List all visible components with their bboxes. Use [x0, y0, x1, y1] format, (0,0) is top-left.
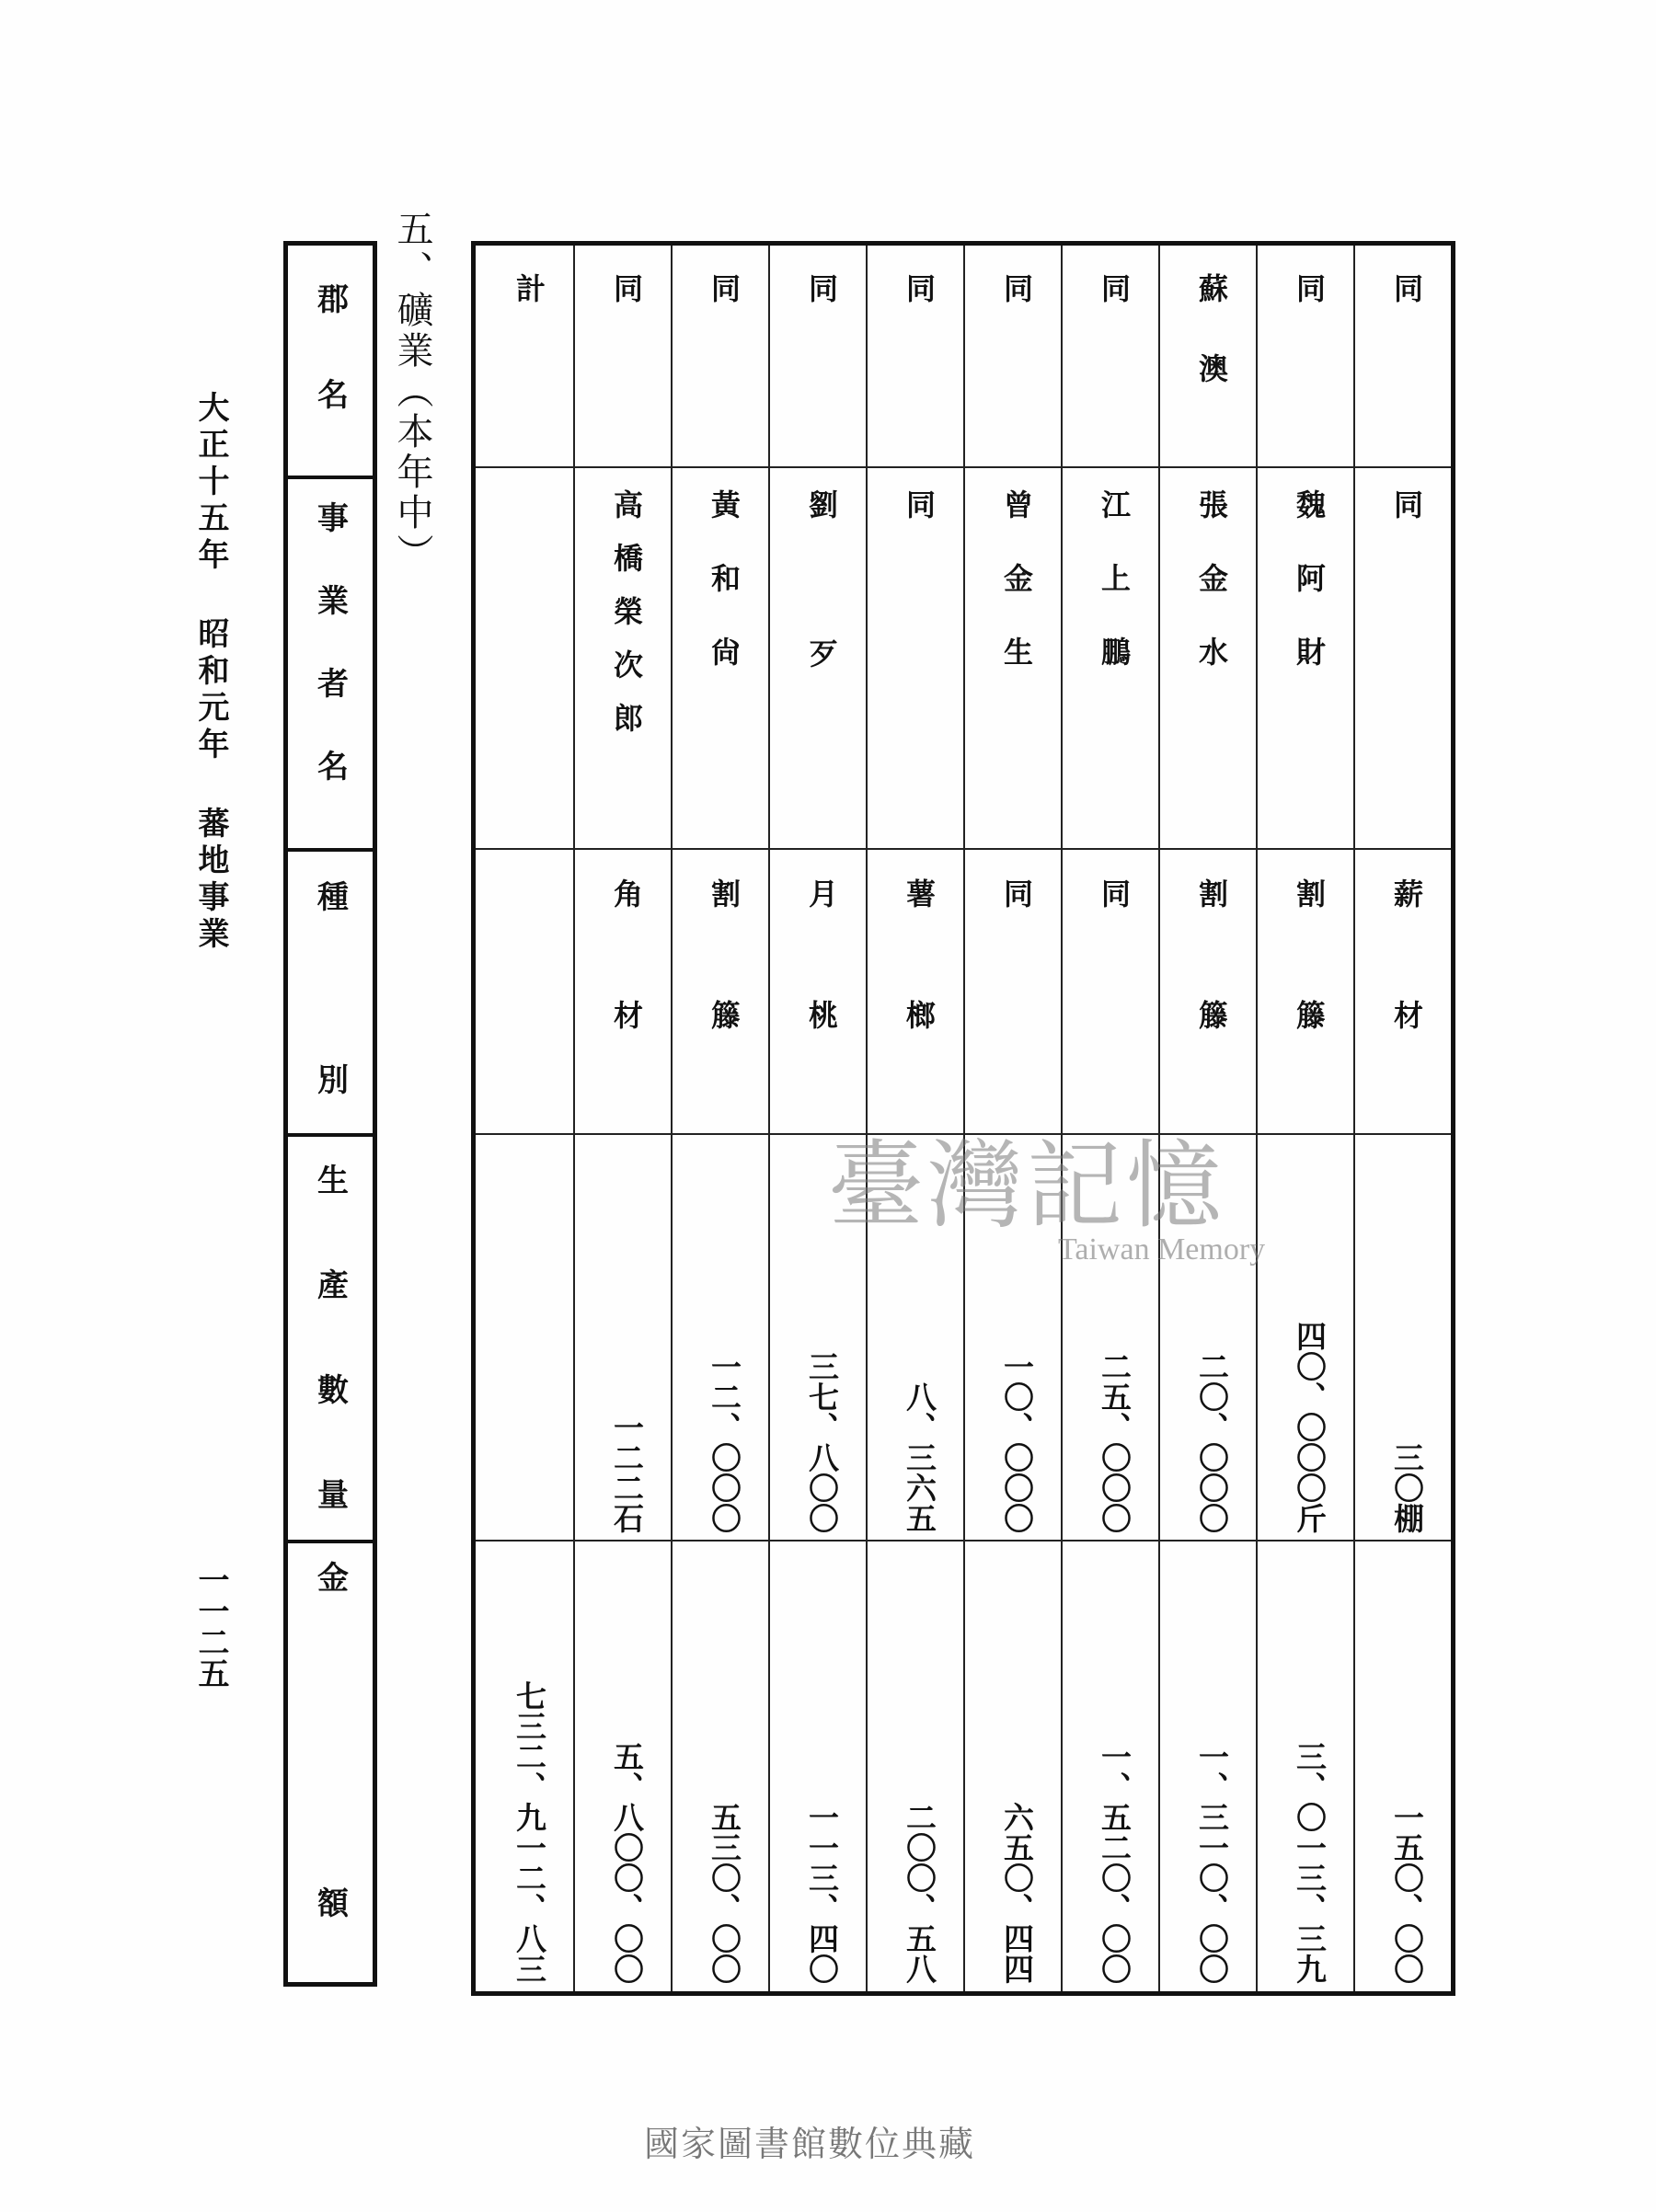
cell-operator: 魏阿財: [1292, 489, 1327, 710]
cell-quantity: 一二、〇〇〇: [707, 1351, 742, 1533]
page-number: 一一二五: [192, 1564, 229, 1689]
cell-amount: 一五〇、〇〇: [1389, 1802, 1425, 1984]
header-column: [283, 241, 377, 2212]
cell-type: 月桃: [804, 878, 839, 1121]
cell-operator: 同: [902, 489, 937, 638]
cell-district: 計: [512, 273, 546, 303]
cell-quantity: 二〇、〇〇〇: [1194, 1351, 1230, 1533]
cell-operator: 張金水: [1194, 489, 1229, 710]
header-type: 種別: [311, 880, 349, 1246]
cell-quantity: 二五、〇〇〇: [1097, 1351, 1133, 1533]
cell-district: 同: [1292, 273, 1327, 303]
cell-type: 薯榔: [902, 878, 937, 1121]
cell-amount: 六五〇、四四: [999, 1802, 1035, 1984]
cell-operator: 高橋榮次郎: [609, 489, 644, 756]
footer-credit: 國家圖書館數位典藏: [644, 2124, 976, 2164]
cell-quantity: 三七、八〇〇: [804, 1351, 840, 1533]
cell-amount: 一一三、四〇: [804, 1802, 840, 1984]
cell-type: 同: [1097, 878, 1132, 908]
cell-district: 同: [609, 273, 644, 303]
cell-operator: 江上鵬: [1097, 489, 1132, 710]
cell-district: 同: [902, 273, 937, 303]
header-amount: 金額: [311, 1561, 349, 2212]
cell-district: 同: [1097, 273, 1132, 303]
cell-type: 割籐: [1194, 878, 1229, 1121]
cell-quantity: 三〇棚: [1389, 1442, 1425, 1533]
cell-operator: 黃和尙: [707, 489, 742, 710]
cell-quantity: 四〇、〇〇〇斤: [1292, 1321, 1328, 1533]
cell-type: 同: [999, 878, 1034, 908]
cell-district: 同: [707, 273, 742, 303]
cell-amount: 一、五二〇、〇〇: [1097, 1741, 1133, 1984]
header-operator: 事業者名: [311, 501, 349, 832]
cell-quantity: 一二二石: [609, 1412, 645, 1533]
cell-type: 薪材: [1389, 878, 1424, 1121]
cell-amount: 七三二、九一二、八三: [512, 1680, 547, 1984]
cell-district: 同: [1389, 273, 1424, 303]
cell-district: 同: [804, 273, 839, 303]
section-title: 五、礦業（本年中）: [391, 210, 433, 574]
cell-operator: 劉歹: [804, 489, 839, 787]
cell-operator: 同: [1389, 489, 1424, 638]
cell-amount: 五三〇、〇〇: [707, 1802, 742, 1984]
cell-amount: 一、三一〇、〇〇: [1194, 1741, 1230, 1984]
cell-amount: 五、八〇〇、〇〇: [609, 1741, 645, 1984]
cell-amount: 三、〇一三、三九: [1292, 1741, 1328, 1984]
cell-quantity: 一〇、〇〇〇: [999, 1351, 1035, 1533]
header-district: 郡名: [311, 282, 349, 474]
cell-type: 割籐: [1292, 878, 1327, 1121]
header-quantity: 生產數量: [311, 1163, 349, 1583]
cell-district: 同: [999, 273, 1034, 303]
cell-amount: 二〇〇、五八: [902, 1802, 937, 1984]
cell-type: 割籐: [707, 878, 742, 1121]
cell-operator: 曾金生: [999, 489, 1034, 710]
cell-type: 角材: [609, 878, 644, 1121]
cell-district: 蘇澳: [1194, 273, 1229, 433]
cell-quantity: 八、三六五: [902, 1381, 937, 1533]
running-title: 大正十五年 昭和元年 蕃地事業: [192, 391, 229, 954]
watermark-english: Taiwan Memory: [1058, 1232, 1266, 1266]
watermark-chinese: 臺灣記憶: [828, 1129, 1226, 1242]
